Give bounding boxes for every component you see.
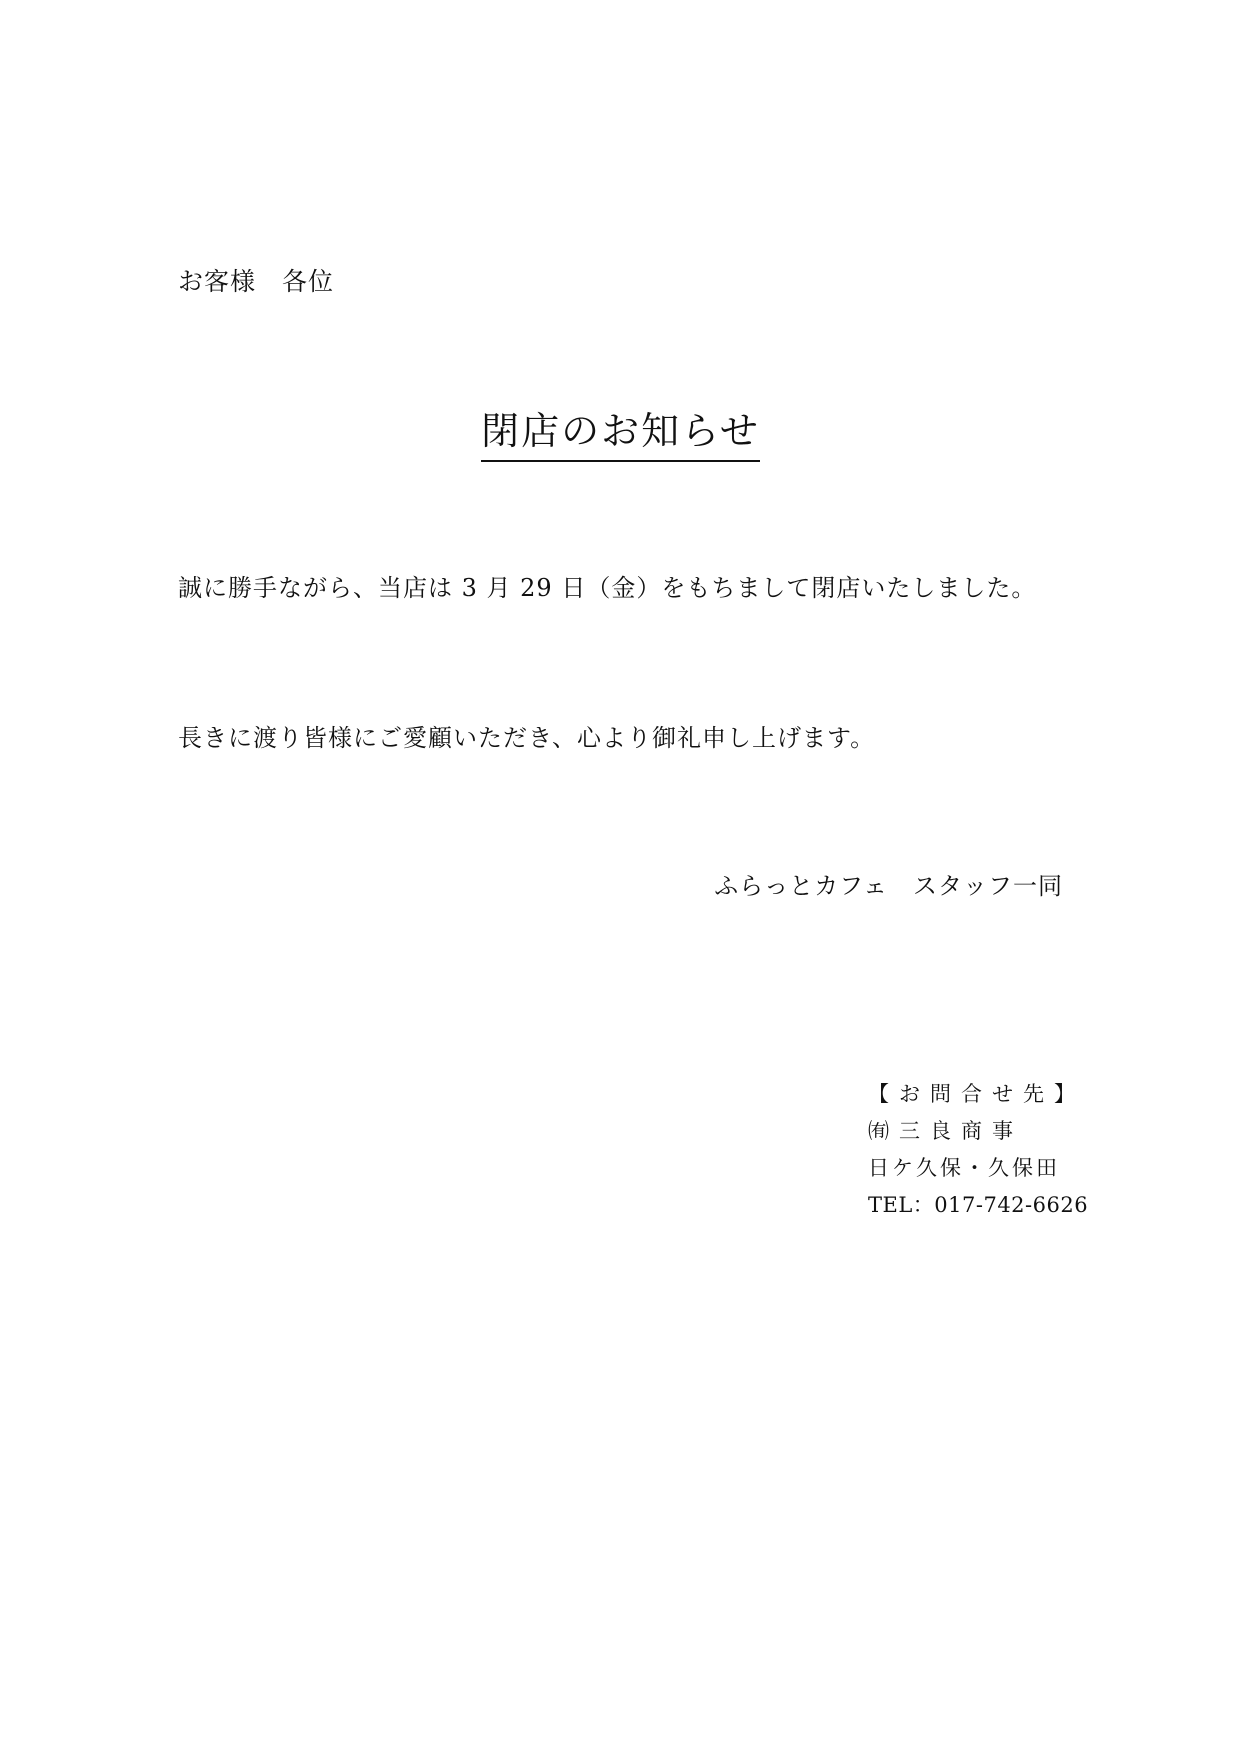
body-paragraph-closing: 誠に勝手ながら、当店は 3 月 29 日（金）をもちまして閉店いたしました。 [178,574,1037,602]
contact-phone: TEL：017-742-6626 [868,1193,1089,1217]
salutation: お客様 各位 [178,267,335,296]
notice-title: 閉店のお知らせ [481,408,760,462]
contact-company: ㈲三良商事 [868,1119,1023,1143]
title-container [0,408,1241,462]
contact-names: 日ケ久保・久保田 [868,1156,1060,1180]
body-paragraph-thanks: 長きに渡り皆様にご愛顧いただき、心より御礼申し上げます。 [178,724,876,752]
signature: ふらっとカフェ スタッフ一同 [714,872,1063,900]
contact-heading: 【お問合せ先】 [868,1082,1085,1106]
contact-block [868,1076,1088,1224]
